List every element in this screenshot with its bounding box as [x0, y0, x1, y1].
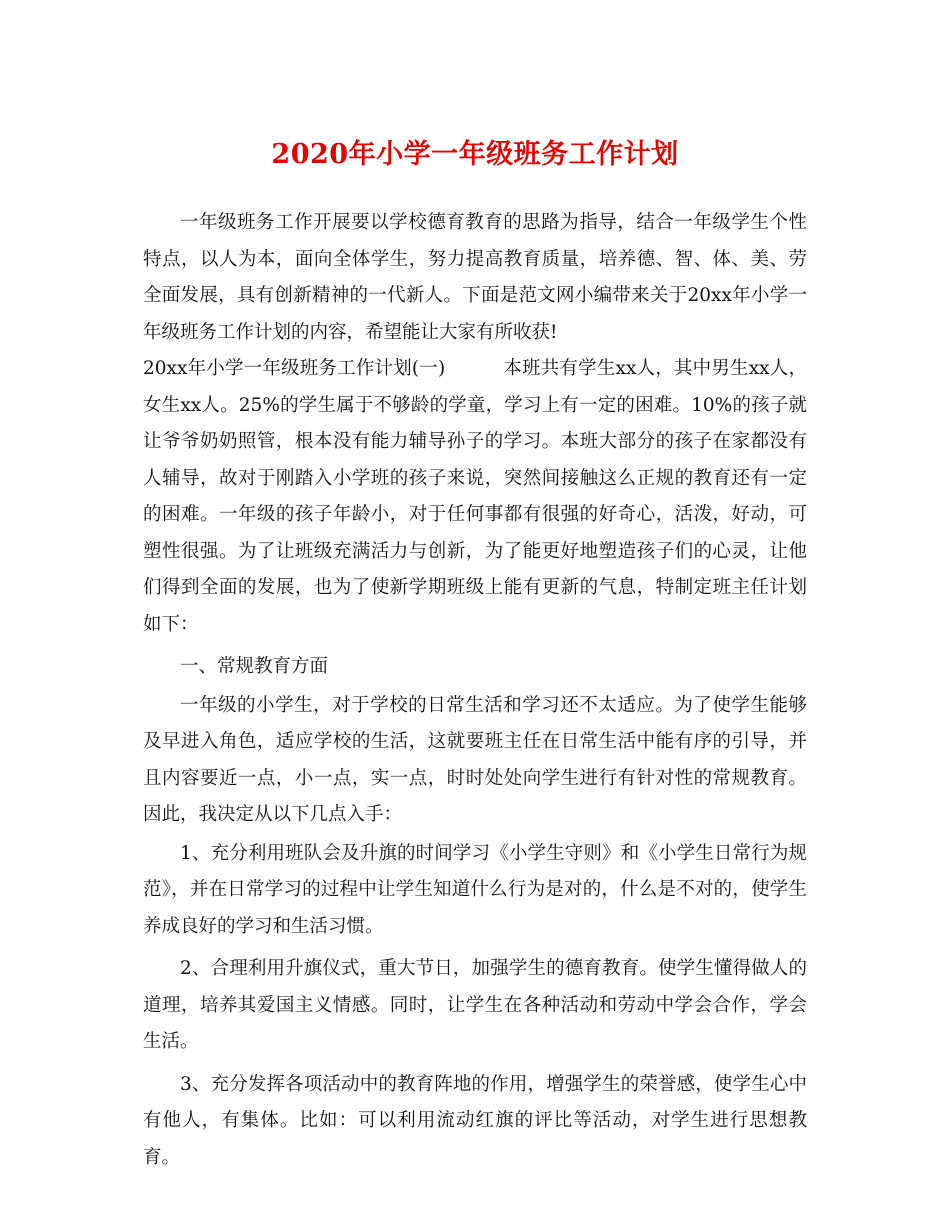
list-item-3: 3、充分发挥各项活动中的教育阵地的作用，增强学生的荣誉感，使学生心中有他人，有集体。比如：可以利用流动红旗的评比等活动，对学生进行思想教育。: [143, 1073, 807, 1168]
plan-heading: 20xx年小学一年级班务工作计划(一): [143, 358, 446, 379]
list-item-1: 1、充分利用班队会及升旗的时间学习《小学生守则》和《小学生日常行为规范》，并在日常学习的过程中让学生知道什么行为是对的，什么是不对的，使学生养成良好的学习和生活习惯。: [143, 842, 807, 937]
plan-section-paragraph: [143, 351, 807, 643]
list-item-2: 2、合理利用升旗仪式，重大节日，加强学生的德育教育。使学生懂得做人的道理，培养其爱国主义情感。同时，让学生在各种活动和劳动中学会合作，学会生活。: [143, 958, 807, 1052]
document-body: [143, 205, 807, 1176]
class-overview-text: 本班共有学生xx人，其中男生xx人，女生xx人。25%的学生属于不够龄的学童，学习上有一定的困难。10%的孩子就让爷爷奶奶照管，根本没有能力辅导孙子的学习。本班大部分的孩子在家都没有人辅导，故对于刚踏入小学班的孩子来说，突然间接触这么正规的教育还有一定的困难。一年级的孩子年龄小，对于任何事都有很强的好奇心，活泼，好动，可塑性很强。为了让班级充满活力与创新，为了能更好地塑造孩子们的心灵，让他们得到全面的发展，也为了使新学期班级上能有更新的气息，特制定班主任计划如下：: [143, 358, 807, 635]
section-heading-routine: 一、常规教育方面: [180, 656, 329, 677]
document-title: 2020年小学一年级班务工作计划: [271, 139, 679, 170]
routine-paragraph: 一年级的小学生，对于学校的日常生活和学习还不太适应。为了使学生能够及早进入角色，适应学校的生活，这就要班主任在日常生活中能有序的引导，并且内容要近一点，小一点，实一点，时时处处向学生进行有针对性的常规教育。因此，我决定从以下几点入手：: [143, 694, 807, 825]
intro-paragraph: 一年级班务工作开展要以学校德育教育的思路为指导，结合一年级学生个性特点，以人为本，面向全体学生，努力提高教育质量，培养德、智、体、美、劳全面发展，具有创新精神的一代新人。下面是范文网小编带来关于20xx年小学一年级班务工作计划的内容，希望能让大家有所收获!: [143, 212, 807, 343]
